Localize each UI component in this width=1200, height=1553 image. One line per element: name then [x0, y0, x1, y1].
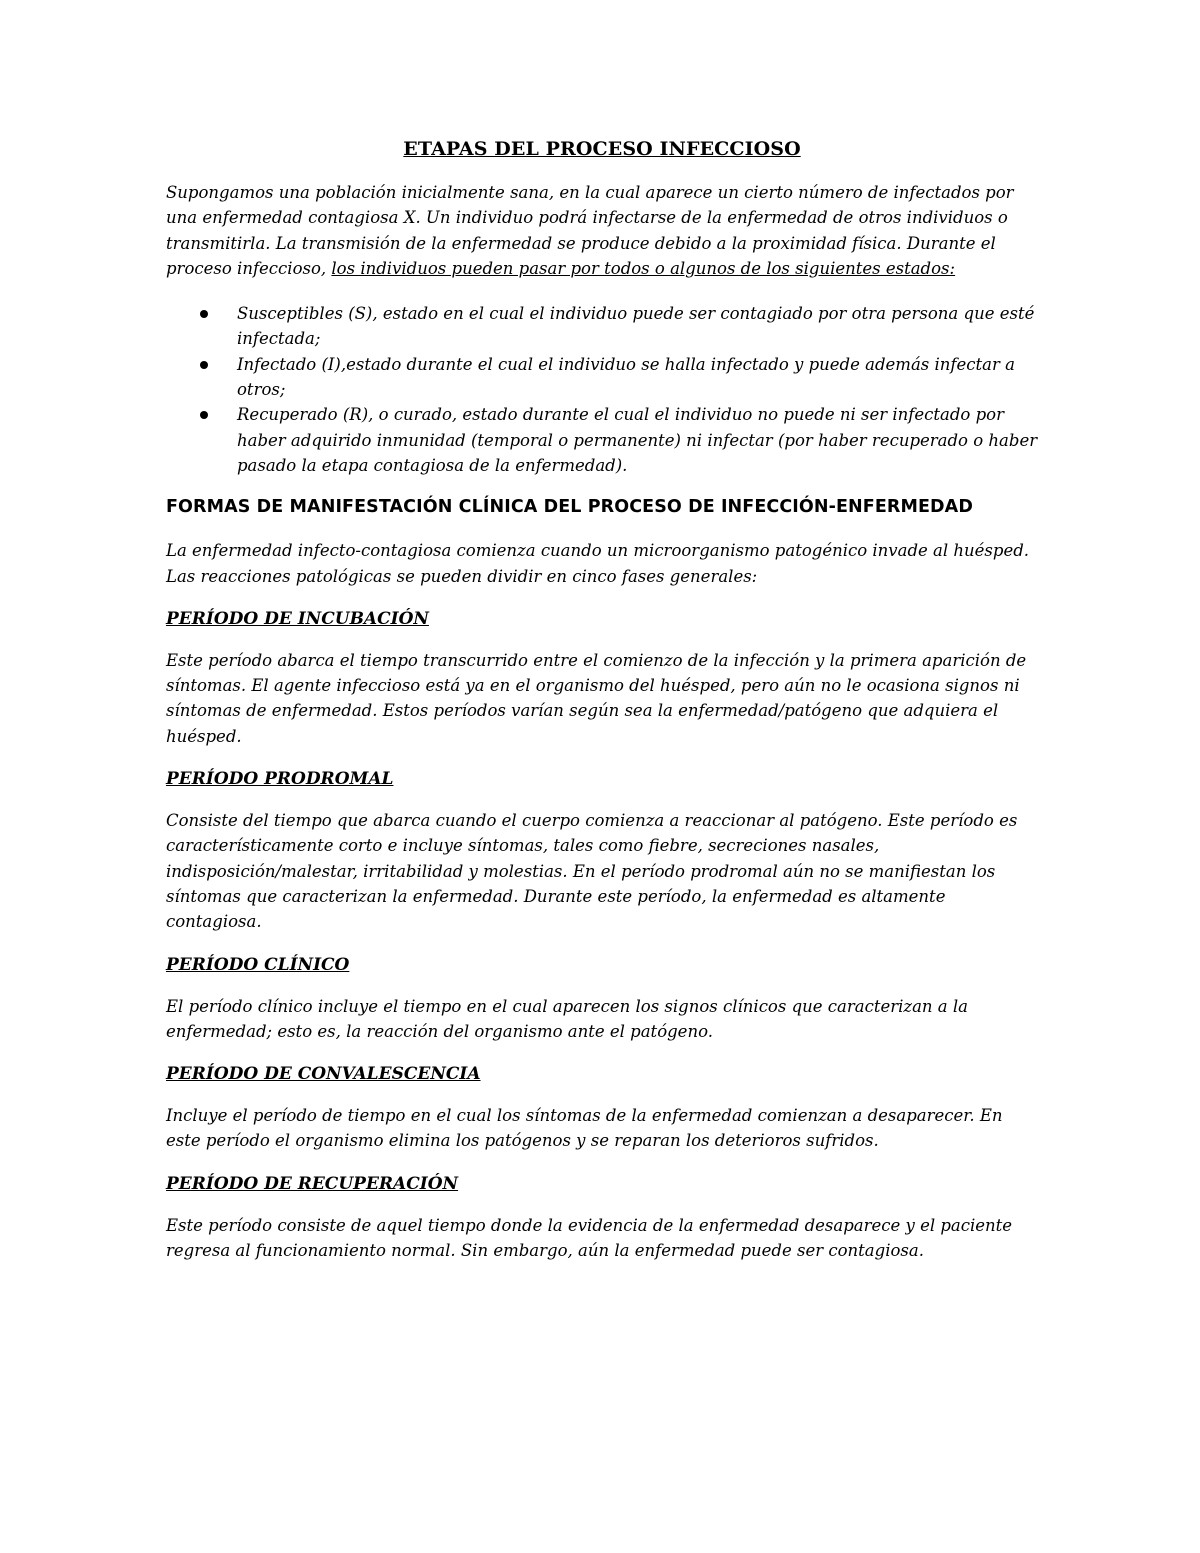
state-recovered: Recuperado (R), o curado, estado durante el cual el individuo no puede ni ser infectado por haber adquirido inmunidad (temporal o permanente) ni infectar (por haber recuperado o haber pasado la etapa contagiosa de la enfermedad). — [237, 405, 1038, 475]
clinical-paragraph: El período clínico incluye el tiempo en el cual aparecen los signos clínicos que caracterizan a la enfermedad; esto es, la reacción del organismo ante el patógeno. — [166, 996, 968, 1041]
intro-underlined-text: los individuos pueden pasar por todos o algunos de los siguientes estados: — [331, 258, 956, 278]
list-item — [166, 352, 1038, 403]
forms-heading: FORMAS DE MANIFESTACIÓN CLÍNICA DEL PROCESO DE INFECCIÓN-ENFERMEDAD — [166, 497, 973, 518]
recovery-paragraph: Este período consiste de aquel tiempo donde la evidencia de la enfermedad desaparece y el paciente regresa al funcionamiento normal. Sin embargo, aún la enfermedad puede ser contagiosa. — [166, 1215, 1013, 1261]
states-list — [166, 301, 1038, 478]
incubation-heading: PERÍODO DE INCUBACIÓN — [166, 608, 429, 629]
document-title: ETAPAS DEL PROCESO INFECCIOSO — [403, 138, 801, 160]
prodromal-heading: PERÍODO PRODROMAL — [166, 769, 394, 790]
incubation-paragraph: Este período abarca el tiempo transcurrido entre el comienzo de la infección y la primera aparición de síntomas. El agente infeccioso está ya en el organismo del huésped, pero aún no le ocasiona signos ni síntomas de enfermedad. Estos períodos varían según sea la enfermedad/patógeno que adquiera el huésped. — [166, 650, 1027, 746]
prodromal-paragraph: Consiste del tiempo que abarca cuando el cuerpo comienza a reaccionar al patógeno. Este período es característicamente corto e incluye síntomas, tales como fiebre, secreciones nasales, indisposición/malestar, irritabilidad y molestias. En el período prodromal aún no se manifiestan los síntomas que caracterizan la enfermedad. Durante este período, la enfermedad es altamente contagiosa. — [166, 811, 1018, 932]
recovery-heading: PERÍODO DE RECUPERACIÓN — [166, 1173, 459, 1194]
state-infected: Infectado (I),estado durante el cual el individuo se halla infectado y puede además infectar a otros; — [237, 354, 1015, 400]
state-susceptible: Susceptibles (S), estado en el cual el individuo puede ser contagiado por otra persona que esté infectada; — [237, 304, 1035, 349]
bullet-icon — [200, 411, 208, 419]
document-page — [166, 138, 1038, 1283]
bullet-icon — [200, 361, 208, 369]
intro-text: Supongamos una población inicialmente sana, en la cual aparece un cierto número de infectados por una enfermedad contagiosa X. Un individuo podrá infectarse de la enfermedad de otros individuos o transmitirla. La transmisión de la enfermedad se produce debido a la proximidad física. Durante el proceso infeccioso, — [166, 183, 1014, 278]
list-item — [166, 402, 1038, 478]
convalescence-paragraph: Incluye el período de tiempo en el cual los síntomas de la enfermedad comienzan a desaparecer. En este período el organismo elimina los patógenos y se reparan los deterioros sufridos. — [166, 1106, 1003, 1151]
list-item — [166, 301, 1038, 352]
intro-paragraph — [166, 180, 1038, 281]
forms-paragraph: La enfermedad infecto-contagiosa comienza cuando un microorganismo patogénico invade al huésped. Las reacciones patológicas se pueden dividir en cinco fases generales: — [166, 541, 1030, 586]
bullet-icon — [200, 310, 208, 318]
clinical-heading: PERÍODO CLÍNICO — [166, 954, 350, 975]
convalescence-heading: PERÍODO DE CONVALESCENCIA — [166, 1064, 481, 1085]
